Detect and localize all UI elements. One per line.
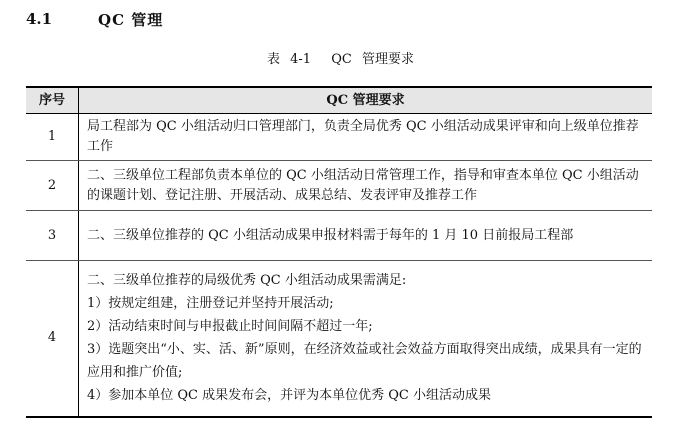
requirement-line: 3）选题突出“小、实、活、新”原则，在经济效益或社会效益方面取得突出成绩，成果具有一定的应用和推广价值; — [87, 342, 642, 381]
requirement-line: 局工程部为 QC 小组活动归口管理部门，负责全局优秀 QC 小组活动成果评审和向上级单位推荐工作 — [87, 119, 639, 154]
requirement-line: 二、三级单位推荐的局级优秀 QC 小组活动成果需满足: — [87, 273, 407, 289]
table-caption-title: QC 管理要求 — [331, 52, 414, 67]
table-header-row — [26, 87, 652, 114]
row-seq: 3 — [26, 211, 79, 261]
row-requirement — [79, 161, 653, 211]
section-title: QC 管理 — [98, 10, 164, 29]
row-requirement — [79, 211, 653, 261]
row-requirement — [79, 261, 653, 417]
requirement-line: 1）按规定组建，注册登记并坚持开展活动; — [87, 296, 334, 312]
requirement-line: 二、三级单位工程部负责本单位的 QC 小组活动日常管理工作，指导和审查本单位 QC 小组活动的课题计划、登记注册、开展活动、成果总结、发表评审及推荐工作 — [87, 167, 639, 203]
requirement-line: 二、三级单位推荐的 QC 小组活动成果申报材料需于每年的 1 月 10 日前报局工程部 — [87, 227, 574, 243]
requirement-line: 2）活动结束时间与申报截止时间间隔不超过一年; — [87, 319, 373, 335]
table-row — [26, 161, 652, 211]
table-row — [26, 261, 652, 417]
table-caption-label: 表 4-1 — [267, 52, 312, 67]
row-seq: 1 — [26, 114, 79, 161]
table-caption — [0, 48, 681, 67]
row-seq: 4 — [26, 261, 79, 417]
requirement-line: 4）参加本单位 QC 成果发布会，并评为本单位优秀 QC 小组活动成果 — [87, 388, 492, 404]
table-row — [26, 114, 652, 161]
section-number: 4.1 — [26, 10, 53, 28]
qc-requirements-table — [26, 86, 652, 418]
row-requirement — [79, 114, 653, 161]
section-heading — [26, 8, 163, 30]
table-row — [26, 211, 652, 261]
header-seq: 序号 — [26, 87, 79, 114]
header-requirement: QC 管理要求 — [79, 87, 653, 114]
row-seq: 2 — [26, 161, 79, 211]
